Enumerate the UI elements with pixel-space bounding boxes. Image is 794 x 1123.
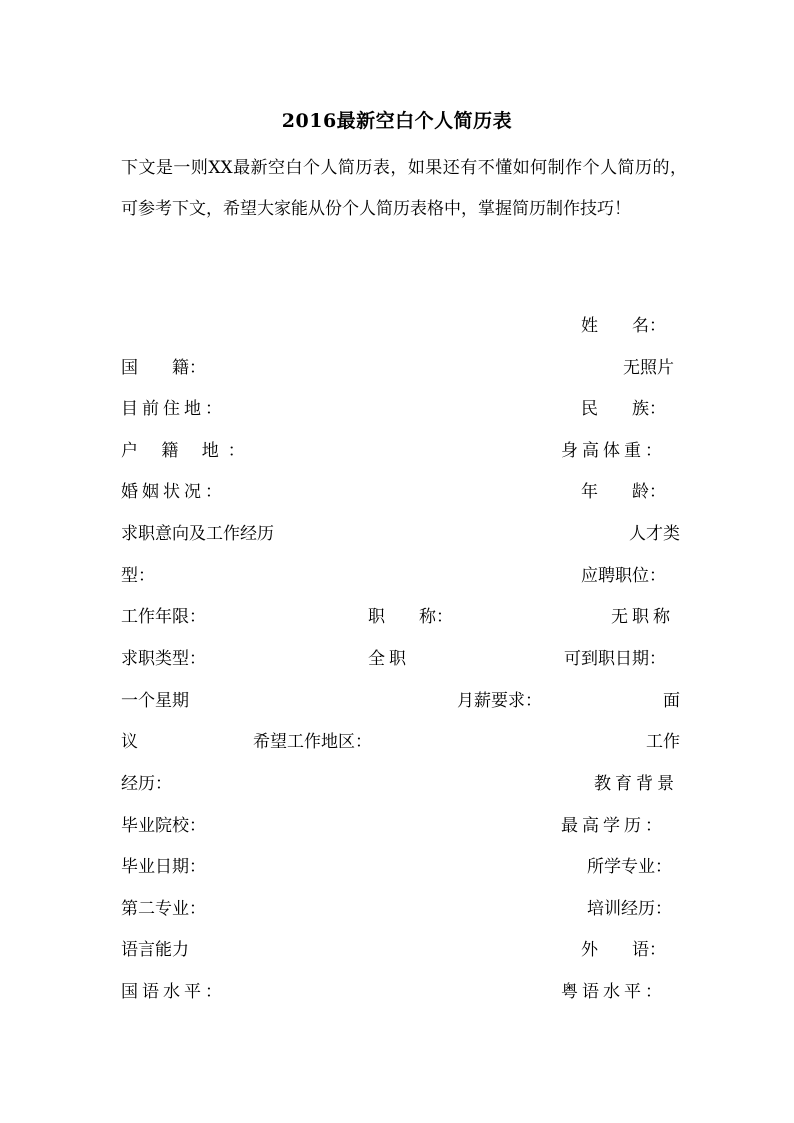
talent-type-label: 人才类 [629, 524, 680, 544]
form-row-hukou [121, 438, 680, 464]
job-intent-section-heading: 求职意向及工作经历 [121, 524, 274, 544]
nationality-label: 国 籍： [121, 358, 206, 378]
language-section-heading: 语言能力 [121, 940, 189, 960]
form-row-marital [121, 479, 680, 505]
degree-label: 最高学历： [561, 816, 666, 836]
grad-date-label: 毕业日期： [121, 857, 206, 877]
name-label: 姓 名： [581, 316, 666, 336]
available-date-value: 一个星期 [121, 691, 189, 711]
form-row-dialects [121, 979, 680, 1005]
salary-label: 月薪要求： [457, 691, 542, 711]
foreign-lang-label: 外 语： [581, 940, 666, 960]
cantonese-label: 粤语水平： [561, 982, 666, 1002]
form-row-grad-date [121, 854, 680, 880]
intro-paragraph: 下文是一则XX最新空白个人简历表，如果还有不懂如何制作个人简历的，可参考下文，希望大家能从份个人简历表格中，掌握简历制作技巧！ [121, 158, 687, 219]
marital-label: 婚姻状况： [121, 482, 226, 502]
location-label: 希望工作地区： [253, 732, 372, 752]
form-row-job-intent [121, 521, 680, 547]
salary-value: 面 [663, 691, 680, 711]
form-row-years [121, 604, 680, 630]
available-date-label: 可到职日期： [564, 649, 666, 669]
form-row-residence [121, 396, 680, 422]
work-exp-label-cont: 经历： [121, 774, 172, 794]
job-type-label: 求职类型： [121, 649, 206, 669]
form-row-talent-type [121, 563, 680, 589]
mandarin-label: 国语水平： [121, 982, 226, 1002]
residence-label: 目前住地： [121, 399, 226, 419]
years-label: 工作年限： [121, 607, 206, 627]
second-major-label: 第二专业： [121, 899, 206, 919]
form-row-available [121, 688, 680, 714]
form-row-job-type [121, 646, 680, 672]
form-row-language [121, 937, 680, 963]
education-section-heading: 教育背景 [594, 774, 678, 794]
height-weight-label: 身高体重： [561, 441, 666, 461]
document-title: 2016最新空白个人简历表 [281, 110, 513, 132]
form-row-location [121, 729, 680, 755]
form-row-education [121, 771, 680, 797]
job-title-label: 职 称： [368, 607, 453, 627]
age-label: 年 龄： [581, 482, 666, 502]
salary-value-cont: 议 [121, 732, 138, 752]
ethnicity-label: 民 族： [581, 399, 666, 419]
form-row-school [121, 813, 680, 839]
school-label: 毕业院校： [121, 816, 206, 836]
job-title-value: 无职称 [611, 607, 674, 627]
form-row-name [121, 313, 680, 339]
hukou-label: 户 籍 地： [121, 441, 254, 461]
training-label: 培训经历： [587, 899, 672, 919]
form-row-second-major [121, 896, 680, 922]
work-exp-label: 工作 [646, 732, 680, 752]
major-label: 所学专业： [587, 857, 672, 877]
photo-placeholder-text: 无照片 [623, 358, 674, 378]
form-row-nationality [121, 355, 680, 381]
applied-position-label: 应聘职位： [581, 566, 666, 586]
job-type-value: 全职 [368, 649, 410, 669]
talent-type-label-cont: 型： [121, 566, 155, 586]
